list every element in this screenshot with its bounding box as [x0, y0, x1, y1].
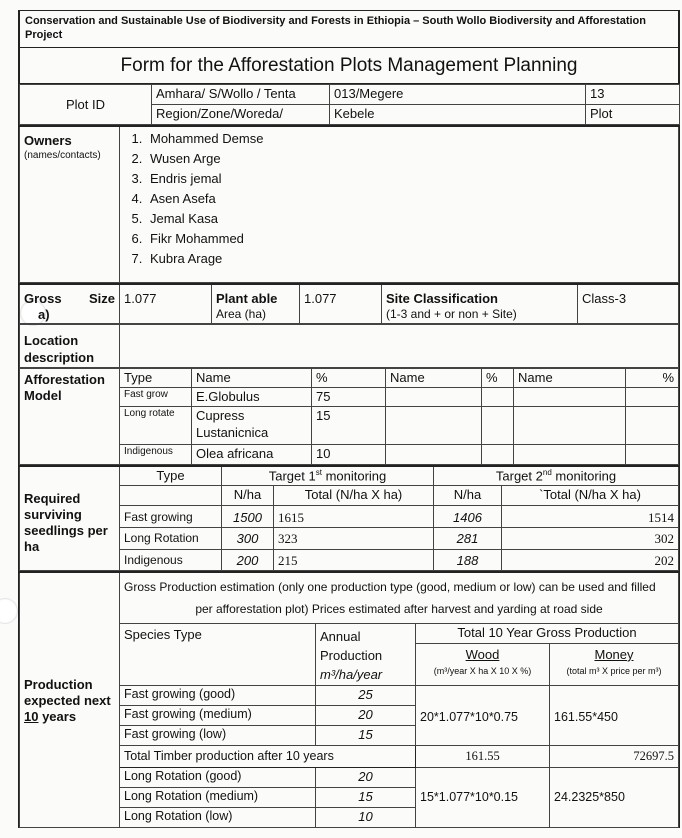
- prod-long-good: Long Rotation (good): [120, 767, 316, 787]
- col-annual-b: Production: [320, 647, 383, 663]
- col-total-production: Total 10 Year Gross Production: [416, 623, 679, 643]
- production-section: [19, 571, 679, 828]
- plot-id-label: Plot ID: [20, 85, 152, 125]
- production-label-c: 10 years: [24, 709, 77, 725]
- col-wood-formula: (m³/year X ha X 10 X %): [433, 666, 532, 677]
- area-section: [19, 283, 679, 325]
- seedling-row-n2: 188: [434, 549, 502, 570]
- col-wood: Wood: [465, 646, 500, 662]
- location-section: [19, 324, 679, 368]
- region-label: Region/Zone/Woreda/: [152, 105, 330, 125]
- owners-section: [19, 125, 679, 283]
- prod-fast-low-annual: 15: [316, 725, 416, 745]
- form-sheet: [18, 10, 680, 828]
- seedling-row-n1: 200: [222, 549, 274, 570]
- owner-item: 7. Kubra Arage: [146, 249, 674, 269]
- seedlings-label-d: ha: [24, 539, 40, 555]
- model-row-pct: 15: [312, 407, 386, 445]
- seedlings-col-type: Type: [120, 466, 222, 486]
- model-row-pct: 75: [312, 388, 386, 407]
- col-money-formula: (total m³ X price per m³): [566, 666, 662, 677]
- col-annual-unit: m³/ha/year: [320, 666, 383, 682]
- prod-long-good-annual: 20: [316, 767, 416, 787]
- total-header-2: `Total (N/ha X ha): [502, 486, 679, 506]
- plantable-value: 1.077: [300, 284, 382, 324]
- total-timber-label: Total Timber production after 10 years: [120, 745, 416, 767]
- owner-item: 2. Wusen Arge: [146, 149, 674, 169]
- gross-unit: a): [38, 307, 50, 322]
- target-1-header: Target 1st monitoring: [222, 466, 434, 486]
- production-note: Gross Production estimation (only one production type (good, medium or low) can be used and filled: [124, 579, 656, 594]
- owners-sublabel: (names/contacts): [24, 149, 101, 161]
- seedlings-label: Required: [24, 490, 81, 506]
- seedlings-label-c: seedlings per: [24, 523, 108, 538]
- model-label-b: Model: [24, 388, 62, 403]
- seedling-row-type: Long Rotation: [120, 528, 222, 549]
- seedling-row-type: Fast growing: [120, 506, 222, 528]
- plot-number: 13: [586, 85, 680, 105]
- seedling-row-t2: 1514: [502, 506, 679, 528]
- model-col-name-3: Name: [514, 368, 626, 387]
- location-label: Location: [24, 333, 79, 349]
- afforestation-model-section: [19, 368, 679, 465]
- nha-header-1: N/ha: [222, 486, 274, 506]
- owner-item: 3. Endris jemal: [146, 169, 674, 189]
- col-species-type: Species Type: [120, 623, 316, 685]
- prod-fast-low: Fast growing (low): [120, 725, 316, 745]
- prod-fast-medium: Fast growing (medium): [120, 705, 316, 725]
- owner-item: 4. Asen Asefa: [146, 189, 674, 209]
- seedling-row-t1: 215: [274, 549, 434, 570]
- prod-fast-good: Fast growing (good): [120, 685, 316, 705]
- model-row-type: Fast grow: [120, 388, 192, 407]
- seedling-row-type: Indigenous: [120, 549, 222, 570]
- model-row-type: Indigenous: [120, 445, 192, 464]
- seedling-row-t2: 302: [502, 528, 679, 549]
- model-col-pct-3: %: [626, 368, 679, 387]
- site-classification-label: Site Classification: [386, 290, 498, 306]
- prod-long-low: Long Rotation (low): [120, 807, 316, 827]
- owner-item: 1. Mohammed Demse: [146, 129, 674, 149]
- total-wood-value: 161.55: [416, 745, 550, 767]
- size-label: Size: [88, 290, 115, 306]
- prod-fast-good-annual: 25: [316, 685, 416, 705]
- gross-label: Gross: [24, 290, 62, 306]
- seedling-row-n2: 281: [434, 528, 502, 549]
- model-col-name-2: Name: [386, 368, 482, 387]
- fast-money-calc: 161.55*450: [550, 685, 679, 745]
- form-title: Form for the Afforestation Plots Management Planning: [20, 47, 679, 84]
- col-money: Money: [594, 646, 634, 662]
- region-value: Amhara/ S/Wollo / Tenta: [152, 85, 330, 105]
- production-label: Production: [24, 676, 93, 692]
- owner-item: 5. Jemal Kasa: [146, 209, 674, 229]
- model-col-pct: %: [312, 368, 386, 387]
- production-label-b: expected next: [24, 693, 111, 709]
- fast-wood-calc: 20*1.077*10*0.75: [416, 685, 550, 745]
- seedlings-section: [19, 465, 679, 571]
- model-row-name: Cupress Lustanicnica: [192, 407, 312, 445]
- plantable-label: Plant able: [216, 290, 278, 306]
- site-classification-sub: (1-3 and + or non + Site): [386, 307, 517, 321]
- prod-fast-medium-annual: 20: [316, 705, 416, 725]
- model-col-pct-2: %: [482, 368, 514, 387]
- total-money-value: 72697.5: [550, 745, 679, 767]
- col-annual: Annual: [320, 628, 361, 644]
- long-wood-calc: 15*1.077*10*0.15: [416, 767, 550, 827]
- prod-long-medium: Long Rotation (medium): [120, 787, 316, 807]
- nha-header-2: N/ha: [434, 486, 502, 506]
- plantable-unit: Area (ha): [216, 307, 267, 321]
- target-2-header: Target 2nd monitoring: [434, 466, 679, 486]
- owners-label: Owners: [24, 133, 72, 149]
- project-header: Conservation and Sustainable Use of Biodiversity and Forests in Ethiopia – South Wollo Biodiversity and Afforestation Project: [20, 11, 679, 48]
- seedlings-label-b: surviving: [24, 506, 82, 522]
- seedling-row-t1: 323: [274, 528, 434, 549]
- model-row-pct: 10: [312, 445, 386, 464]
- model-row-type: Long rotate: [120, 407, 192, 445]
- model-col-name: Name: [192, 368, 312, 387]
- plot-id-section: [19, 84, 680, 125]
- plot-label: Plot: [586, 105, 680, 125]
- seedling-row-t1: 1615: [274, 506, 434, 528]
- gross-size-value: 1.077: [120, 284, 212, 324]
- description-label: description: [24, 349, 95, 365]
- prod-long-low-annual: 10: [316, 807, 416, 827]
- seedling-row-n2: 1406: [434, 506, 502, 528]
- model-row-name: E.Globulus: [192, 388, 312, 407]
- form-header: [19, 10, 679, 84]
- prod-long-medium-annual: 15: [316, 787, 416, 807]
- total-header-1: Total (N/ha X ha): [274, 486, 434, 506]
- model-row-name: Olea africana: [192, 445, 312, 464]
- owner-item: 6. Fikr Mohammed: [146, 229, 674, 249]
- seedling-row-t2: 202: [502, 549, 679, 570]
- seedling-row-n1: 300: [222, 528, 274, 549]
- location-value: [120, 325, 679, 368]
- production-note-b: per afforestation plot) Prices estimated after harvest and yarding at road side: [195, 601, 603, 616]
- long-money-calc: 24.2325*850: [550, 767, 679, 827]
- model-label: Afforestation: [24, 371, 105, 387]
- owners-list: [124, 129, 674, 269]
- punch-hole-bottom: [0, 598, 18, 624]
- seedling-row-n1: 1500: [222, 506, 274, 528]
- kebele-label: Kebele: [330, 105, 586, 125]
- site-class-value: Class-3: [578, 284, 679, 324]
- kebele-value: 013/Megere: [330, 85, 586, 105]
- model-col-type: Type: [120, 368, 192, 387]
